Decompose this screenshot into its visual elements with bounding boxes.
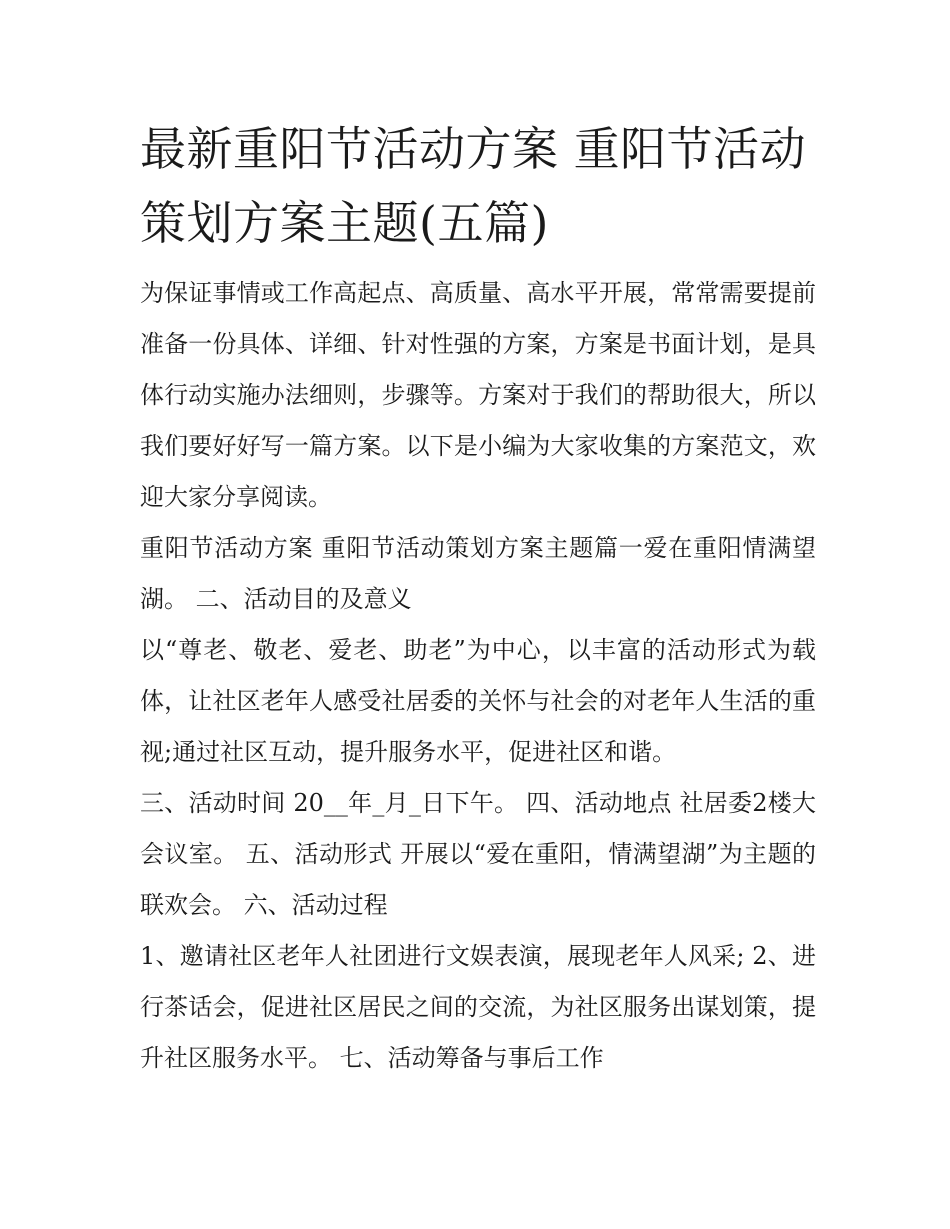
document-body — [140, 112, 816, 1084]
document-title: 最新重阳节活动方案 重阳节活动策划方案主题(五篇) — [140, 122, 807, 250]
paragraph-time-place-form: 三、活动时间 20__年_月_日下午。 四、活动地点 社居委2楼大会议室。 五、活动形式 开展以“爱在重阳，情满望湖”为主题的联欢会。 六、活动过程 — [140, 789, 816, 919]
paragraph-purpose: 以“尊老、敬老、爱老、助老”为中心，以丰富的活动形式为载体，让社区老年人感受社居委的关怀与社会的对老年人生活的重视;通过社区互动，提升服务水平，促进社区和谐。 — [140, 636, 816, 766]
paragraph-section-one: 重阳节活动方案 重阳节活动策划方案主题篇一爱在重阳情满望湖。 二、活动目的及意义 — [140, 534, 816, 613]
paragraph-process: 1、邀请社区老年人社团进行文娱表演，展现老年人风采; 2、进行茶话会，促进社区居民之间的交流，为社区服务出谋划策，提升社区服务水平。 七、活动筹备与事后工作 — [140, 942, 816, 1072]
paragraph-intro: 为保证事情或工作高起点、高质量、高水平开展，常常需要提前准备一份具体、详细、针对性强的方案，方案是书面计划，是具体行动实施办法细则，步骤等。方案对于我们的帮助很大，所以我们要好好写一篇方案。以下是小编为大家收集的方案范文，欢迎大家分享阅读。 — [140, 279, 816, 511]
